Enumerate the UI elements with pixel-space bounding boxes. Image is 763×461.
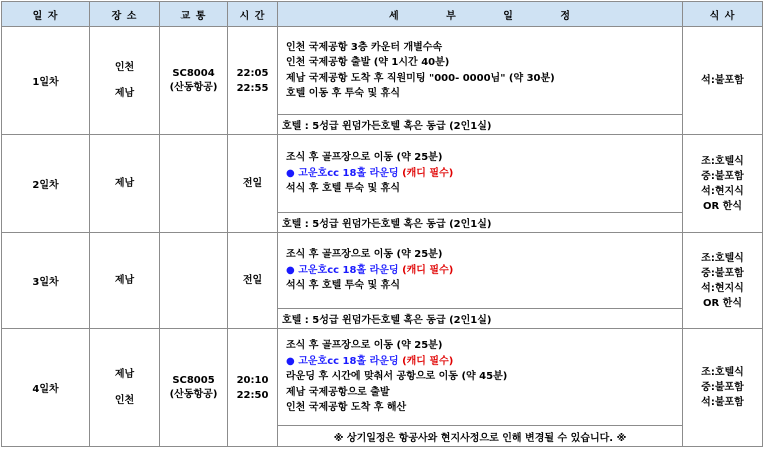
day-2-label: 2일차 xyxy=(2,135,90,233)
day-1-label: 1일차 xyxy=(2,27,90,135)
meal-line: 중:불포함 xyxy=(701,267,744,279)
day-2-flight xyxy=(160,135,228,233)
header-row xyxy=(2,2,763,27)
day-2-place-1: 제남 xyxy=(114,177,135,189)
day-3-hotel: 호텔 : 5성급 윈덤가든호텔 혹은 동급 (2인1실) xyxy=(278,309,683,329)
meal-line: 석:현지식 xyxy=(701,282,744,294)
day-4-schedule xyxy=(278,329,683,426)
day-1-places xyxy=(90,27,160,135)
day-3-schedule xyxy=(278,233,683,309)
day-1-airline: (산동항공) xyxy=(169,81,218,93)
meal-line: 조:호텔식 xyxy=(701,252,744,264)
caddy-required: (캐디 필수) xyxy=(402,355,454,367)
header-place: 장 소 xyxy=(90,2,160,27)
day-1-time xyxy=(228,27,278,135)
day-2-time xyxy=(228,135,278,233)
day-2-row xyxy=(2,135,763,213)
bullet-icon: ● xyxy=(286,355,295,367)
day-2-meals xyxy=(683,135,763,233)
schedule-line: 조식 후 골프장으로 이동 (약 25분) xyxy=(286,152,443,164)
meal-line: 중:불포함 xyxy=(701,382,744,393)
header-transport: 교 통 xyxy=(160,2,228,27)
schedule-change-note: ※ 상기일정은 항공사와 현지사정으로 인해 변경될 수 있습니다. ※ xyxy=(278,426,683,447)
caddy-required: (캐디 필수) xyxy=(402,167,454,179)
day-3-places xyxy=(90,233,160,329)
day-1-schedule xyxy=(278,27,683,115)
golf-round-line xyxy=(286,263,676,279)
day-3-time xyxy=(228,233,278,329)
meal-line: OR 한식 xyxy=(702,200,742,212)
meal-line: 중:불포함 xyxy=(701,170,744,182)
golf-round-line xyxy=(286,166,676,182)
bullet-icon: ● xyxy=(286,167,295,179)
day-3-flight xyxy=(160,233,228,329)
day-1-place-1: 인천 xyxy=(114,61,135,73)
day-1-depart-time: 22:05 xyxy=(236,67,269,79)
day-3-meals xyxy=(683,233,763,329)
golf-round-text: 고운호cc 18홀 라운딩 xyxy=(298,355,399,367)
schedule-line: 제남 국제공항 도착 후 직원미팅 "000- 0000님" (약 30분) xyxy=(286,72,555,84)
day-1-meals xyxy=(683,27,763,135)
day-3-time-label: 전일 xyxy=(242,275,263,286)
day-4-flight xyxy=(160,329,228,447)
meal-line: 석:현지식 xyxy=(701,185,744,197)
day-4-flight-number: SC8005 xyxy=(172,374,215,386)
header-date: 일 자 xyxy=(2,2,90,27)
golf-round-text: 고운호cc 18홀 라운딩 xyxy=(298,264,399,276)
day-2-places xyxy=(90,135,160,233)
schedule-line: 인천 국제공항 3층 카운터 개별수속 xyxy=(286,41,443,53)
day-2-schedule xyxy=(278,135,683,213)
day-2-time-label: 전일 xyxy=(242,178,263,189)
meal-line: OR 한식 xyxy=(702,297,742,309)
schedule-line: 제남 국제공항으로 출발 xyxy=(286,386,390,398)
day-4-place-2: 인천 xyxy=(114,394,135,406)
header-meals: 식 사 xyxy=(683,2,763,27)
day-4-airline: (산동항공) xyxy=(169,388,218,400)
header-schedule: 세 부 일 정 xyxy=(278,2,683,27)
schedule-line: 호텔 이동 후 투숙 및 휴식 xyxy=(286,88,401,99)
day-4-meals xyxy=(683,329,763,447)
meal-line: 석:불포함 xyxy=(701,75,744,86)
bullet-icon: ● xyxy=(286,264,295,276)
day-4-label: 4일차 xyxy=(2,329,90,447)
schedule-line: 조식 후 골프장으로 이동 (약 25분) xyxy=(286,249,443,261)
day-4-places xyxy=(90,329,160,447)
golf-round-text: 고운호cc 18홀 라운딩 xyxy=(298,167,399,179)
day-3-label: 3일차 xyxy=(2,233,90,329)
day-4-place-1: 제남 xyxy=(114,368,135,380)
day-4-depart-time: 20:10 xyxy=(236,374,269,386)
day-1-place-2: 제남 xyxy=(114,87,135,99)
day-1-flight-number: SC8004 xyxy=(172,67,215,79)
day-3-place-1: 제남 xyxy=(114,274,135,286)
golf-round-line xyxy=(286,354,676,370)
schedule-line: 조식 후 골프장으로 이동 (약 25분) xyxy=(286,340,443,352)
day-4-arrive-time: 22:50 xyxy=(236,389,269,401)
schedule-line: 인천 국제공항 도착 후 해산 xyxy=(286,402,407,414)
caddy-required: (캐디 필수) xyxy=(402,264,454,276)
schedule-line: 라운딩 후 시간에 맞춰서 공항으로 이동 (약 45분) xyxy=(286,371,508,383)
itinerary-table xyxy=(1,1,763,447)
meal-line: 석:불포함 xyxy=(701,397,744,408)
day-1-row xyxy=(2,27,763,115)
day-4-time xyxy=(228,329,278,447)
day-2-hotel: 호텔 : 5성급 윈덤가든호텔 혹은 동급 (2인1실) xyxy=(278,213,683,233)
schedule-line: 석식 후 호텔 투숙 및 휴식 xyxy=(286,183,401,195)
day-3-row xyxy=(2,233,763,309)
day-1-hotel: 호텔 : 5성급 윈덤가든호텔 혹은 동급 (2인1실) xyxy=(278,115,683,135)
header-time: 시 간 xyxy=(228,2,278,27)
meal-line: 조:호텔식 xyxy=(701,367,744,378)
schedule-line: 인천 국제공항 출발 (약 1시간 40분) xyxy=(286,57,450,68)
itinerary-sheet xyxy=(0,1,763,461)
day-1-arrive-time: 22:55 xyxy=(236,82,269,94)
day-4-row xyxy=(2,329,763,426)
schedule-line: 석식 후 호텔 투숙 및 휴식 xyxy=(286,280,401,292)
meal-line: 조:호텔식 xyxy=(701,155,744,167)
day-1-flight xyxy=(160,27,228,135)
